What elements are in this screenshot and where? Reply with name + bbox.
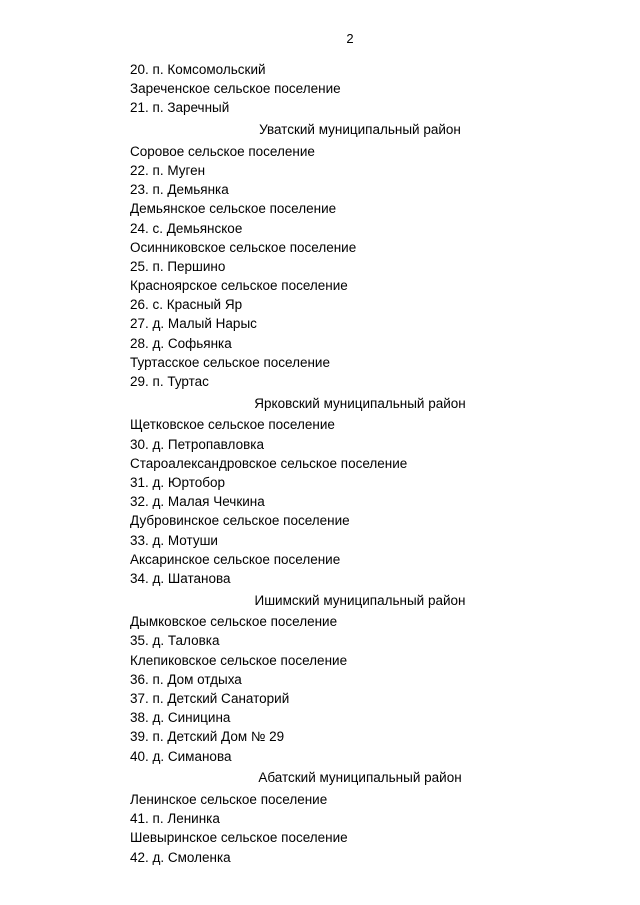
locality-item: 32. д. Малая Чечкина: [130, 494, 265, 510]
settlement-name: Аксаринское сельское поселение: [130, 551, 341, 567]
settlement-name: Зареченское сельское поселение: [130, 81, 341, 97]
document-body: [130, 60, 590, 867]
page-number: 2: [346, 31, 354, 46]
locality-item: 37. п. Детский Санаторий: [130, 691, 290, 706]
settlement-name: Демьянское сельское поселение: [130, 201, 337, 217]
settlement-name: Клепиковское сельское поселение: [130, 652, 348, 668]
locality-item: 29. п. Туртас: [130, 374, 209, 389]
district-heading: Уватский муниципальный район: [259, 122, 461, 138]
locality-item: 38. д. Синицина: [130, 710, 231, 726]
locality-item: 28. д. Софьянка: [130, 335, 232, 351]
locality-item: 20. п. Комсомольский: [130, 62, 266, 77]
settlement-name: Дымковское сельское поселение: [130, 614, 338, 630]
district-heading: Ярковский муниципальный район: [254, 395, 466, 411]
settlement-name: Староалександровское сельское поселение: [130, 455, 408, 471]
settlement-name: Ленинское сельское поселение: [130, 791, 328, 807]
locality-item: 35. д. Таловка: [130, 633, 220, 649]
locality-item: 22. п. Муген: [130, 162, 206, 178]
locality-item: 33. д. Мотуши: [130, 532, 218, 548]
locality-item: 42. д. Смоленка: [130, 849, 231, 865]
locality-item: 21. п. Заречный: [130, 100, 230, 116]
locality-item: 30. д. Петропавловка: [130, 436, 264, 452]
settlement-name: Туртасское сельское поселение: [130, 354, 330, 370]
district-heading: Абатский муниципальный район: [258, 770, 462, 786]
settlement-name: Красноярское сельское поселение: [130, 278, 348, 294]
locality-item: 40. д. Симанова: [130, 748, 232, 764]
locality-item: 27. д. Малый Нарыс: [130, 316, 257, 332]
locality-item: 24. с. Демьянское: [130, 220, 243, 236]
locality-item: 23. п. Демьянка: [130, 182, 229, 198]
locality-item: 31. д. Юртобор: [130, 474, 226, 490]
settlement-name: Дубровинское сельское поселение: [130, 513, 350, 529]
locality-item: 41. п. Ленинка: [130, 811, 220, 827]
district-heading: Ишимский муниципальный район: [254, 592, 466, 608]
settlement-name: Щетковское сельское поселение: [130, 417, 335, 433]
settlement-name: Осинниковское сельское поселение: [130, 239, 357, 255]
settlement-name: Соровое сельское поселение: [130, 143, 315, 159]
locality-item: 25. п. Першино: [130, 258, 226, 274]
locality-item: 26. с. Красный Яр: [130, 297, 243, 313]
locality-item: 34. д. Шатанова: [130, 570, 231, 586]
locality-item: 39. п. Детский Дом № 29: [130, 729, 285, 745]
settlement-name: Шевыринское сельское поселение: [130, 830, 348, 846]
locality-item: 36. п. Дом отдыха: [130, 671, 242, 687]
